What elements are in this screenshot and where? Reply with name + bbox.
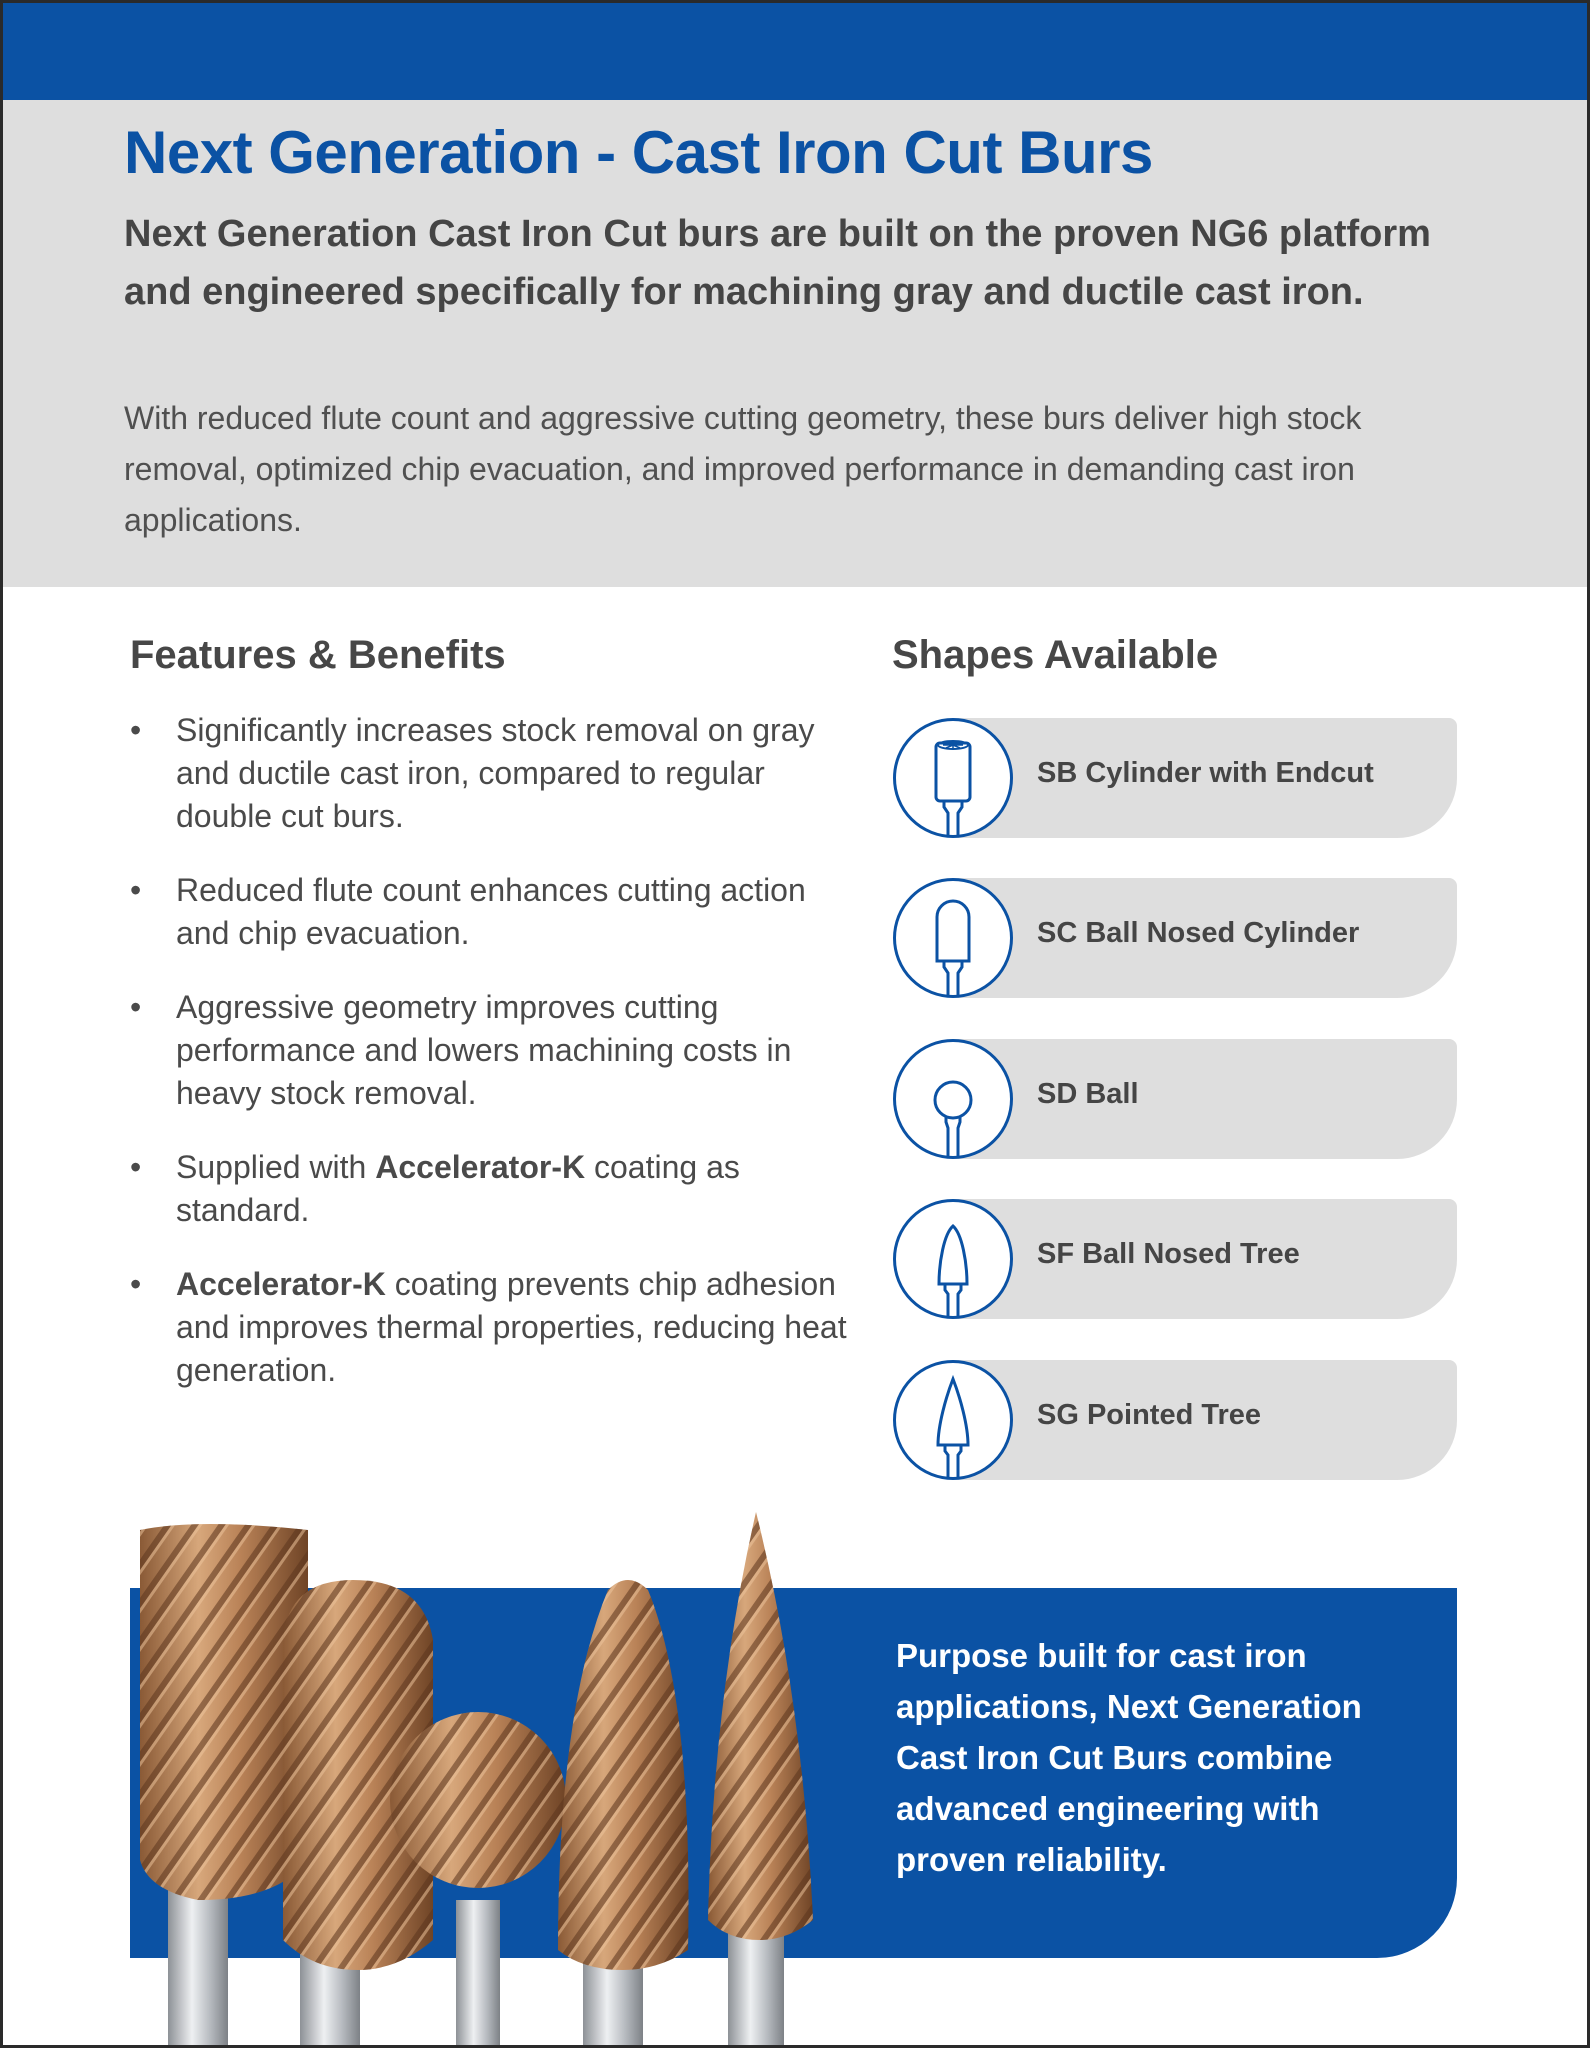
shape-label: SG Pointed Tree	[1037, 1399, 1261, 1431]
promo-text: Purpose built for cast iron applications, Next Generation Cast Iron Cut Burs combine advanced engineering with proven reliability.	[896, 1637, 1362, 1878]
lead-paragraph: Next Generation Cast Iron Cut burs are built on the proven NG6 platform and engineered specifically for machining gray and ductile cast iron.	[124, 213, 1431, 313]
feature-item	[130, 1146, 850, 1232]
shape-label: SF Ball Nosed Tree	[1037, 1238, 1300, 1270]
bullet-icon: •	[130, 872, 142, 908]
feature-item	[130, 709, 850, 838]
top-color-bar	[0, 0, 1590, 100]
feature-item	[130, 869, 850, 955]
shape-item-sf	[893, 1199, 1457, 1319]
coating-name: Accelerator-K	[375, 1149, 586, 1185]
features-list	[130, 709, 850, 1423]
ball-nosed-cylinder-icon	[893, 878, 1013, 998]
cylinder-endcut-icon	[893, 718, 1013, 838]
bullet-icon: •	[130, 712, 142, 748]
coating-name: Accelerator-K	[176, 1266, 386, 1302]
shape-pill	[953, 1039, 1457, 1159]
feature-text-before: Supplied with	[176, 1149, 376, 1185]
shape-label: SB Cylinder with Endcut	[1037, 757, 1374, 789]
shape-item-sc	[893, 878, 1457, 998]
ball-icon	[893, 1039, 1013, 1159]
description-paragraph: With reduced flute count and aggressive cutting geometry, these burs deliver high stock removal, optimized chip evacuation, and improved performance in demanding cast iron applications.	[124, 400, 1362, 538]
shape-item-sg	[893, 1360, 1457, 1480]
feature-text: Significantly increases stock removal on gray and ductile cast iron, compared to regular double cut burs.	[176, 712, 815, 834]
pointed-tree-icon	[893, 1360, 1013, 1480]
feature-text-after: coating prevents chip adhesion and improves thermal properties, reducing heat generation.	[176, 1266, 847, 1388]
feature-item	[130, 1263, 850, 1392]
feature-text: Reduced flute count enhances cutting action and chip evacuation.	[176, 872, 806, 951]
feature-text-after: coating as standard.	[176, 1149, 740, 1228]
shape-item-sd	[893, 1039, 1457, 1159]
shape-item-sb	[893, 718, 1457, 838]
shape-label: SD Ball	[1037, 1078, 1139, 1110]
features-heading: Features & Benefits	[130, 633, 506, 677]
feature-item	[130, 986, 850, 1115]
shapes-heading: Shapes Available	[892, 633, 1219, 677]
bullet-icon: •	[130, 989, 142, 1025]
bullet-icon: •	[130, 1149, 142, 1185]
feature-text: Aggressive geometry improves cutting performance and lowers machining costs in heavy stock removal.	[176, 989, 792, 1111]
shape-label: SC Ball Nosed Cylinder	[1037, 917, 1360, 949]
page-title: Next Generation - Cast Iron Cut Burs	[124, 119, 1153, 186]
ball-nosed-tree-icon	[893, 1199, 1013, 1319]
carbide-burs-image	[128, 1500, 828, 2048]
bullet-icon: •	[130, 1266, 142, 1302]
